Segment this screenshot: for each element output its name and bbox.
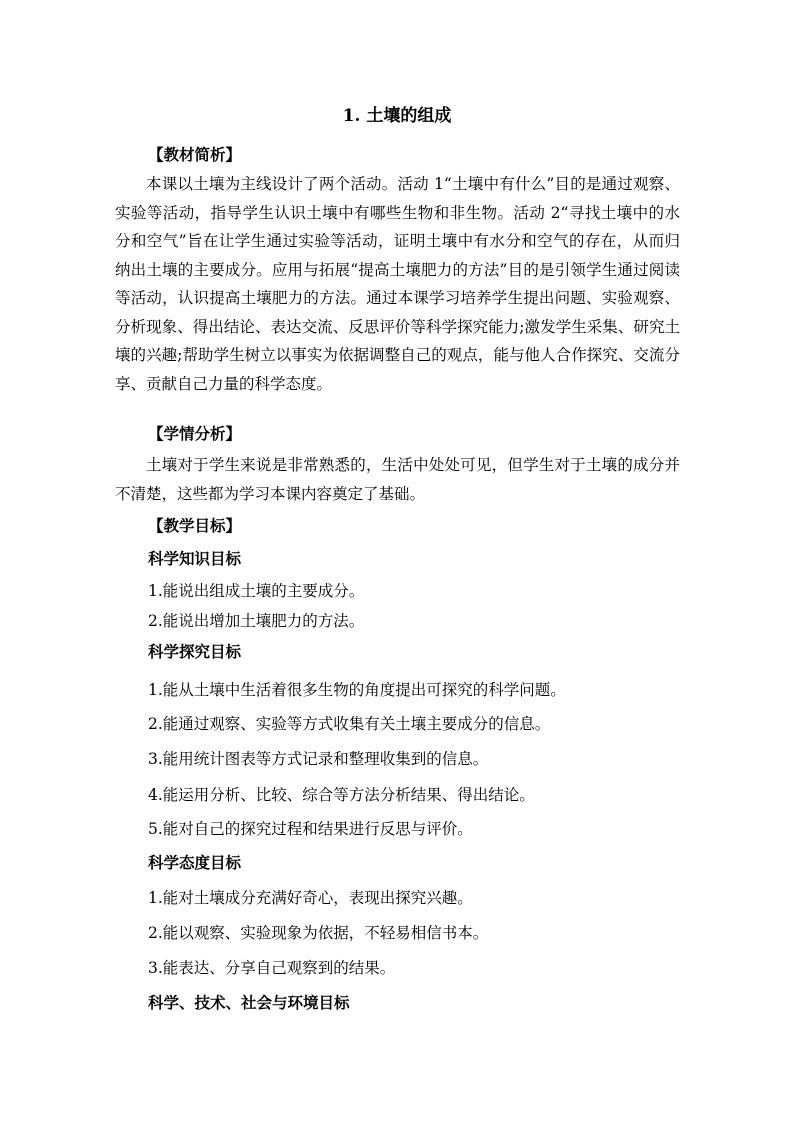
attitude-goal-item: 1.能对土壤成分充满好奇心，表现出探究兴趣。: [148, 889, 473, 907]
heading-teaching-goals: 【教学目标】: [148, 516, 242, 535]
knowledge-goal-item: 2.能说出增加土壤肥力的方法。: [148, 612, 365, 630]
paragraph-textbook-analysis: 本课以土壤为主线设计了两个活动。活动 1“土壤中有什么”目的是通过观察、实验等活动，指导学生认识土壤中有哪些生物和非生物。活动 2“寻找土壤中的水分和空气”旨在让学生通过实验等活动，证明土壤中有水分和空气的存在，从而归纳出土壤的主要成分。应用与拓展“提高土壤肥力的方法”目的是引领学生通过阅读等活动，认识提高土壤肥力的方法。通过本课学习培养学生提出问题、实验观察、分析现象、得出结论、表达交流、反思评价等科学探究能力;激发学生采集、研究土壤的兴趣;帮助学生树立以事实为依据调整自己的观点，能与他人合作探究、交流分享、贡献自己力量的科学态度。: [115, 175, 680, 393]
subheading-attitude-goals: 科学态度目标: [148, 853, 242, 872]
knowledge-goal-item: 1.能说出组成土壤的主要成分。: [148, 582, 365, 600]
attitude-goal-item: 3.能表达、分享自己观察到的结果。: [148, 959, 396, 977]
inquiry-goal-item: 4.能运用分析、比较、综合等方法分析结果、得出结论。: [148, 786, 535, 804]
subheading-knowledge-goals: 科学知识目标: [148, 549, 242, 568]
page-title: 1. 土壤的组成: [342, 106, 452, 126]
inquiry-goal-item: 5.能对自己的探究过程和结果进行反思与评价。: [148, 820, 473, 838]
inquiry-goal-item: 3.能用统计图表等方式记录和整理收集到的信息。: [148, 750, 489, 768]
heading-textbook-analysis: 【教材简析】: [148, 145, 242, 164]
heading-student-analysis: 【学情分析】: [148, 424, 242, 443]
subheading-inquiry-goals: 科学探究目标: [148, 642, 242, 661]
inquiry-goal-item: 1.能从土壤中生活着很多生物的角度提出可探究的科学问题。: [148, 681, 566, 699]
inquiry-goal-item: 2.能通过观察、实验等方式收集有关土壤主要成分的信息。: [148, 715, 551, 733]
subheading-sts-goals: 科学、技术、社会与环境目标: [148, 993, 350, 1012]
attitude-goal-item: 2.能以观察、实验现象为依据，不轻易相信书本。: [148, 924, 489, 942]
paragraph-student-analysis: 土壤对于学生来说是非常熟悉的，生活中处处可见，但学生对于土壤的成分并不清楚，这些都为学习本课内容奠定了基础。: [115, 456, 680, 503]
